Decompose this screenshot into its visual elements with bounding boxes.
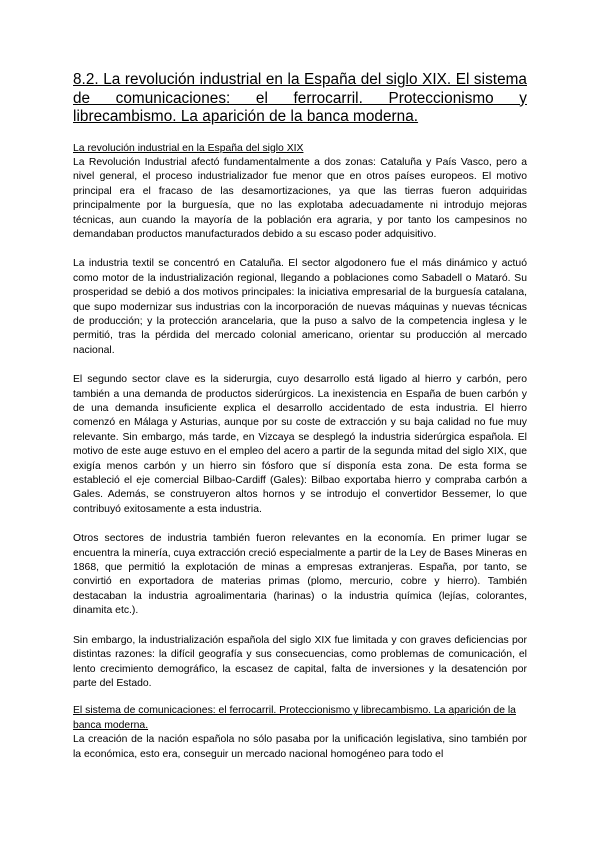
section-heading-industrial-revolution: La revolución industrial en la España del siglo XIX (73, 142, 304, 154)
paragraph-industrial-zones: La Revolución Industrial afectó fundamentalmente a dos zonas: Cataluña y País Vasco, pero a nivel general, el proceso industrializador fue menor que en otros países europeos. El motivo principal era el fracaso de las desamortizaciones, ya que las tierras fueron adquiridas principalmente por la burguesía, que no las explotaba adecuadamente ni introdujo mejoras técnicas, aun cuando la mayoría de la población era agraria, y por tanto los campesinos no demandaban productos manufacturados debido a su escaso poder adquisitivo. (73, 156, 527, 240)
paragraph-other-sectors: Otros sectores de industria también fueron relevantes en la economía. En primer lugar se encuentra la minería, cuya extracción creció especialmente a partir de la Ley de Bases Mineras en 1868, que permitió la explotación de minas a empresas extranjeras. España, por tanto, se convirtió en exportadora de materias primas (plomo, mercurio, cobre y hierro). También destacaban la industria agroalimentaria (harinas) o la industria química (lejías, colorantes, dinamita etc.). (73, 533, 527, 617)
paragraph-steel-industry: El segundo sector clave es la siderurgia, cuyo desarrollo está ligado al hierro y carbón, pero también a una demanda de productos siderúrgicos. La inexistencia en España de buen carbón y de una demanda insuficiente explica el desarrollo accidentado de esta industria. El hierro comenzó en Málaga y Asturias, aunque por su coste de extracción y su baja calidad no fue muy relevante. Sin embargo, más tarde, en Vizcaya se desplegó la industria siderúrgica española. El motivo de este auge estuvo en el empleo del acero a partir de la segunda mitad del siglo XIX, que exigía menos carbón y un hierro sin fósforo que sí disponía esta zona. De esta forma se estableció el eje comercial Bilbao-Cardiff (Gales): Bilbao exportaba hierro y compraba carbón a Gales. Además, se construyeron altos hornos y se introdujo el convertidor Bessemer, lo que contribuyó exitosamente a esta industria. (73, 374, 527, 515)
document-content (73, 71, 527, 762)
paragraph-textile-industry: La industria textil se concentró en Cataluña. El sector algodonero fue el más dinámico y actuó como motor de la industrialización regional, llegando a poblaciones como Sabadell o Mataró. Su prosperidad se debió a dos motivos principales: la iniciativa empresarial de la burguesía catalana, que supo modernizar sus industrias con la incorporación de nuevas máquinas y nuevas técnicas de producción; y la protección arancelaria, que la puso a salvo de la competencia inglesa y le permitió, tras la pérdida del mercado colonial americano, orientar su producción al mercado nacional. (73, 258, 527, 356)
paragraph-national-market: La creación de la nación española no sólo pasaba por la unificación legislativa, sino también por la económica, esto era, conseguir un mercado nacional homogéneo para todo el (73, 734, 527, 760)
document-title: 8.2. La revolución industrial en la España del siglo XIX. El sistema de comunicaciones: el ferrocarril. Proteccionismo y librecambismo. La aparición de la banca moderna. (73, 71, 527, 125)
section-heading-communications: El sistema de comunicaciones: el ferrocarril. Proteccionismo y librecambismo. La aparición de la banca moderna. (73, 705, 516, 731)
paragraph-limitations: Sin embargo, la industrialización española del siglo XIX fue limitada y con graves deficiencias por distintas razones: la difícil geografía y sus consecuencias, como problemas de comunicación, el lento crecimiento demográfico, la escasez de capital, falta de inversiones y la desatención por parte del Estado. (73, 634, 527, 689)
